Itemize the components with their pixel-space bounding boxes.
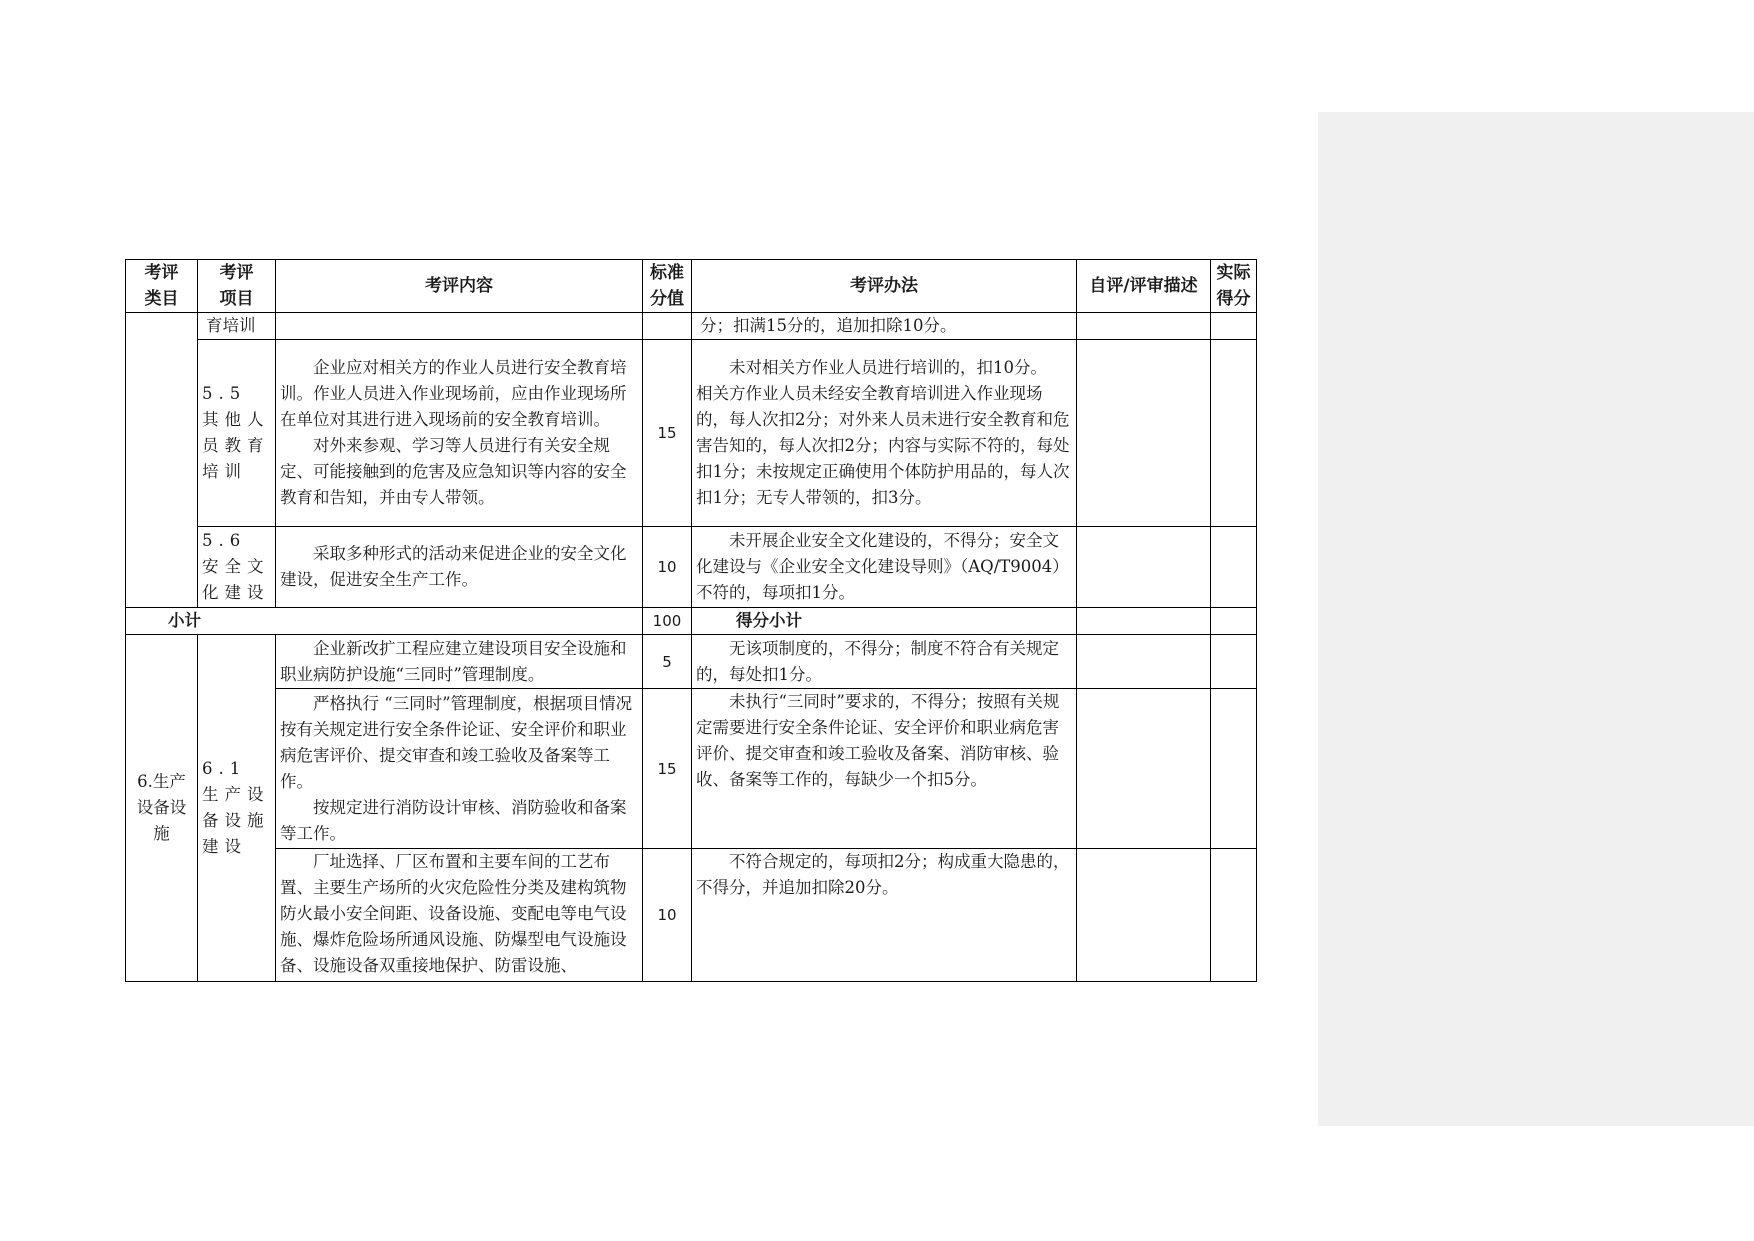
table-row <box>126 849 1257 982</box>
method-paragraph: 无该项制度的，不得分；制度不符合有关规定的，每处扣1分。 <box>696 638 1059 684</box>
score-cell: 5 <box>643 635 692 689</box>
method-paragraph: 未对相关方作业人员进行培训的，扣10分。 <box>729 358 1047 377</box>
method-paragraph: 不符合规定的，每项扣2分；构成重大隐患的，不得分，并追加扣除20分。 <box>696 852 1070 897</box>
table-row <box>126 527 1257 608</box>
actual-score-cell <box>1211 689 1257 849</box>
method-paragraph: 未开展企业安全文化建设的，不得分；安全文化建设与《企业安全文化建设导则》（AQ/T9004）不符的，每项扣1分。 <box>696 531 1069 602</box>
method-cell <box>692 849 1077 982</box>
content-cell <box>276 313 643 340</box>
method-cell <box>692 527 1077 608</box>
item-cell: 育培训 <box>198 313 276 340</box>
method-cell: 分；扣满15分的，追加扣除10分。 <box>692 313 1077 340</box>
content-paragraph: 采取多种形式的活动来促进企业的安全文化建设，促进安全生产工作。 <box>280 544 627 589</box>
actual-score-cell <box>1211 608 1257 635</box>
actual-score-cell <box>1211 313 1257 340</box>
table-row <box>126 689 1257 849</box>
self-review-cell <box>1077 527 1211 608</box>
category-cell-empty <box>126 313 198 608</box>
header-item: 考评 项目 <box>198 260 276 313</box>
content-paragraph: 厂址选择、厂区布置和主要车间的工艺布置、主要生产场所的火灾危险性分类及建构筑物防火最小安全间距、设备设施、变配电等电气设施、爆炸危险场所通风设施、防爆型电气设施设备、设施设备双重接地保护、防雷设施、 <box>280 852 627 975</box>
content-paragraph: 对外来参观、学习等人员进行有关安全规定、可能接触到的危害及应急知识等内容的安全教育和告知，并由专人带领。 <box>280 436 627 507</box>
actual-score-cell <box>1211 340 1257 527</box>
header-actual-score: 实际 得分 <box>1211 260 1257 313</box>
method-paragraph: 相关方作业人员未经安全教育培训进入作业现场的，每人次扣2分；对外来人员未进行安全教育和危害告知的，每人次扣2分；内容与实际不符的，每处扣1分；未按规定正确使用个体防护用品的，每人次扣1分；无专人带领的，扣3分。 <box>696 384 1070 507</box>
header-score: 标准 分值 <box>643 260 692 313</box>
table-row <box>126 635 1257 689</box>
method-cell <box>692 340 1077 527</box>
self-review-cell <box>1077 608 1211 635</box>
subtotal-method: 得分小计 <box>692 608 1077 635</box>
table-row <box>126 340 1257 527</box>
subtotal-score: 100 <box>643 608 692 635</box>
subtotal-row <box>126 608 1257 635</box>
item-cell: 6.1 生产设备设施建设 <box>198 635 276 982</box>
actual-score-cell <box>1211 849 1257 982</box>
method-paragraph: 未执行“三同时”要求的，不得分；按照有关规定需要进行安全条件论证、安全评价和职业病危害评价、提交审查和竣工验收及备案、消防审核、验收、备案等工作的，每缺少一个扣5分。 <box>696 692 1060 789</box>
score-cell <box>643 313 692 340</box>
header-method: 考评办法 <box>692 260 1077 313</box>
subtotal-label: 小计 <box>126 608 643 635</box>
side-panel <box>1318 112 1754 1126</box>
self-review-cell <box>1077 635 1211 689</box>
self-review-cell <box>1077 313 1211 340</box>
content-cell <box>276 689 643 849</box>
score-cell: 15 <box>643 689 692 849</box>
score-cell: 10 <box>643 849 692 982</box>
header-content: 考评内容 <box>276 260 643 313</box>
self-review-cell <box>1077 849 1211 982</box>
self-review-cell <box>1077 689 1211 849</box>
evaluation-table <box>125 259 1257 982</box>
content-cell <box>276 849 643 982</box>
score-cell: 15 <box>643 340 692 527</box>
actual-score-cell <box>1211 635 1257 689</box>
method-cell <box>692 689 1077 849</box>
self-review-cell <box>1077 340 1211 527</box>
content-cell <box>276 340 643 527</box>
content-paragraph: 企业应对相关方的作业人员进行安全教育培训。作业人员进入作业现场前，应由作业现场所在单位对其进行进入现场前的安全教育培训。 <box>280 358 627 429</box>
content-cell <box>276 527 643 608</box>
content-cell <box>276 635 643 689</box>
item-cell: 5.6 安全文化建设 <box>198 527 276 608</box>
header-self-review: 自评/评审描述 <box>1077 260 1211 313</box>
content-paragraph: 按规定进行消防设计审核、消防验收和备案等工作。 <box>280 797 627 843</box>
item-cell: 5.5 其他人员教育培训 <box>198 340 276 527</box>
actual-score-cell <box>1211 527 1257 608</box>
score-cell: 10 <box>643 527 692 608</box>
content-paragraph: 企业新改扩工程应建立建设项目安全设施和职业病防护设施“三同时”管理制度。 <box>280 638 627 684</box>
method-cell <box>692 635 1077 689</box>
header-category: 考评 类目 <box>126 260 198 313</box>
table-row <box>126 313 1257 340</box>
category-cell: 6.生产设备设施 <box>126 635 198 982</box>
header-row <box>126 260 1257 313</box>
content-paragraph: 严格执行 “三同时”管理制度，根据项目情况按有关规定进行安全条件论证、安全评价和职业病危害评价、提交审查和竣工验收及备案等工作。 <box>280 693 633 791</box>
